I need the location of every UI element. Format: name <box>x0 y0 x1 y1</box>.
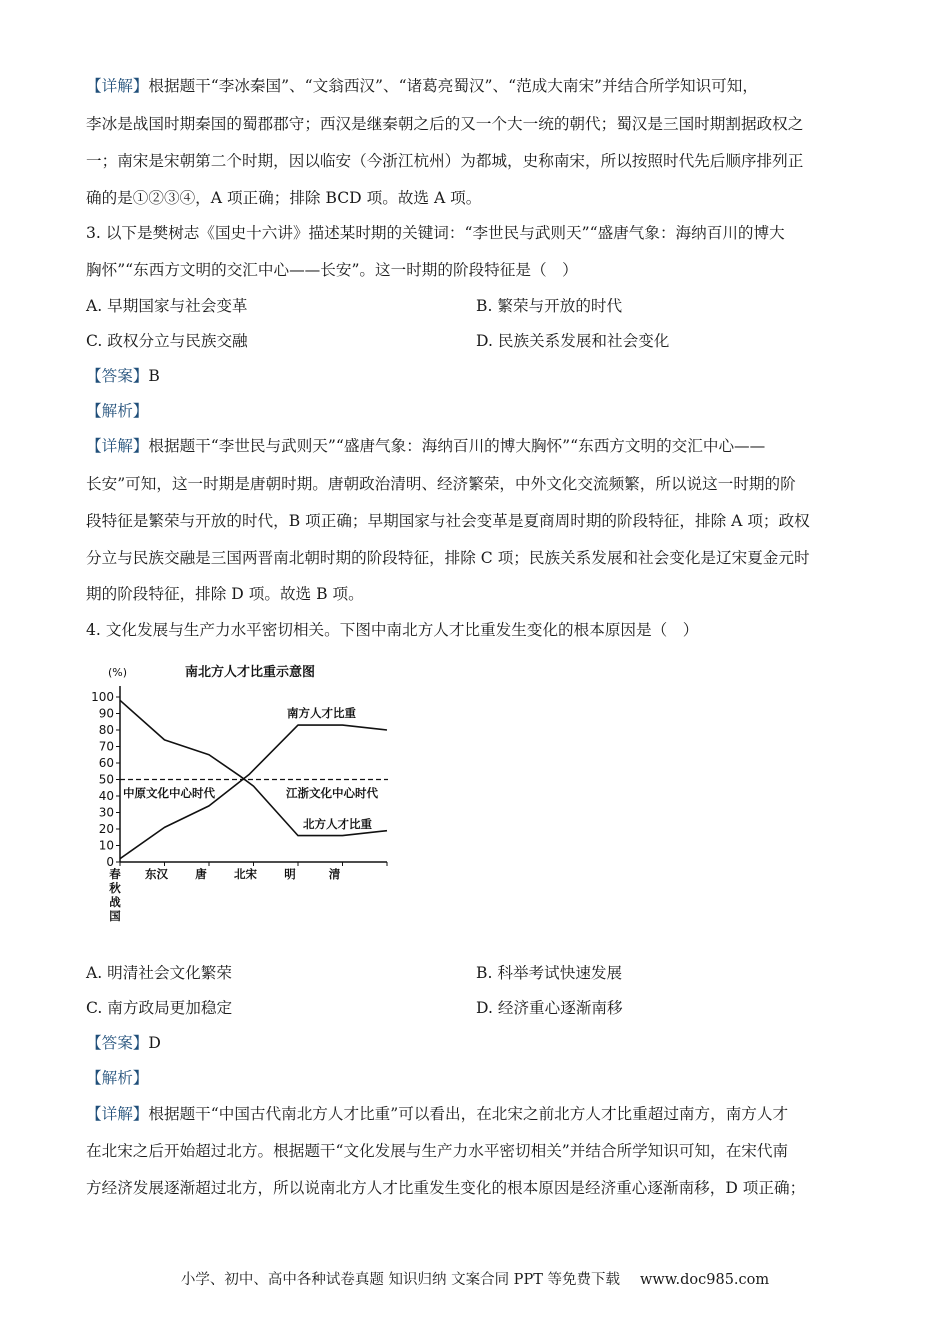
q3-answer-value: B <box>148 367 160 385</box>
q4-detail-line-3: 方经济发展逐渐超过北方，所以说南北方人才比重发生变化的根本原因是经济重心逐渐南移，D 项正确； <box>86 1179 806 1197</box>
q4-stem: 4. 文化发展与生产力水平密切相关。下图中南北方人才比重发生变化的根本原因是（ ） <box>86 621 699 639</box>
q3-option-a: A. 早期国家与社会变革 <box>86 297 248 315</box>
q4-option-b: B. 科举考试快速发展 <box>476 964 623 982</box>
q4-detail-label: 【详解】 <box>86 1105 149 1123</box>
q3-detail-line-3: 段特征是繁荣与开放的时代，B 项正确；早期国家与社会变革是夏商周时期的阶段特征，排除 A 项；政权 <box>86 512 810 530</box>
q3-answer-label: 【答案】 <box>86 367 149 385</box>
q3-detail-line-5: 期的阶段特征，排除 D 项。故选 B 项。 <box>86 585 364 603</box>
q2-detail-line-2: 李冰是战国时期秦国的蜀郡郡守；西汉是继秦朝之后的又一个大一统的朝代；蜀汉是三国时期割据政权之 <box>86 115 804 133</box>
y-tick-label-90: 90 <box>98 706 114 721</box>
talent-ratio-chart <box>90 656 410 931</box>
y-tick-label-0: 0 <box>106 855 114 869</box>
x-tick-label-4: 明 <box>284 867 296 881</box>
q4-detail-line-2: 在北宋之后开始超过北方。根据题干“文化发展与生产力水平密切相关”并结合所学知识可知，在宋代南 <box>86 1142 789 1160</box>
y-tick-label-40: 40 <box>98 789 114 803</box>
y-tick-label-80: 80 <box>98 723 114 737</box>
q2-detail-line-1 <box>86 76 758 96</box>
q4-option-d: D. 经济重心逐渐南移 <box>476 999 623 1017</box>
q4-answer-value: D <box>148 1034 161 1052</box>
y-axis-unit-label: (%) <box>108 666 128 679</box>
x-tick-label-3: 北宋 <box>234 867 257 881</box>
x-tick-label-0: 春秋战国 <box>109 867 121 923</box>
q3-answer <box>86 366 160 386</box>
north-series-label: 北方人才比重 <box>303 817 372 831</box>
page-footer <box>0 1270 950 1290</box>
y-tick-label-70: 70 <box>98 739 114 754</box>
y-tick-label-100: 100 <box>91 690 114 704</box>
footer-url: www.doc985.com <box>639 1272 770 1288</box>
y-tick-label-60: 60 <box>98 756 114 770</box>
x-tick-label-1: 东汉 <box>145 867 168 881</box>
chart-title: 南北方人才比重示意图 <box>185 665 316 680</box>
q2-detail-line-3: 一；南宋是宋朝第二个时期，因以临安（今浙江杭州）为都城，史称南宋，所以按照时代先后顺序排列正 <box>86 152 804 170</box>
q3-stem-line-2: 胸怀”“东西方文明的交汇中心——长安”。这一时期的阶段特征是（ ） <box>86 261 578 279</box>
q3-option-b: B. 繁荣与开放的时代 <box>476 297 623 315</box>
q3-option-c: C. 政权分立与民族交融 <box>86 332 248 350</box>
q3-detail-label: 【详解】 <box>86 437 149 455</box>
north-talent-line <box>120 700 387 835</box>
q4-detail-text: 根据题干“中国古代南北方人才比重”可以看出，在北宋之前北方人才比重超过南方，南方人才 <box>148 1105 789 1123</box>
y-tick-label-50: 50 <box>98 772 114 787</box>
q2-detail-line-4: 确的是①②③④，A 项正确；排除 BCD 项。故选 A 项。 <box>86 189 482 207</box>
y-tick-label-10: 10 <box>98 838 114 853</box>
annotation-jiangzhe-era: 江浙文化中心时代 <box>286 786 378 800</box>
q3-detail-line-4: 分立与民族交融是三国两晋南北朝时期的阶段特征，排除 C 项；民族关系发展和社会变化是辽宋夏金元时 <box>86 549 810 567</box>
q3-detail-line-1 <box>86 436 765 456</box>
q4-detail-line-1 <box>86 1104 788 1124</box>
y-tick-label-20: 20 <box>98 822 114 836</box>
q2-detail-label: 【详解】 <box>86 77 149 95</box>
y-tick-label-30: 30 <box>98 805 114 820</box>
south-series-label: 南方人才比重 <box>287 706 356 720</box>
q3-stem-line-1: 3. 以下是樊树志《国史十六讲》描述某时期的关键词：“李世民与武则天”“盛唐气象：海纳百川的博大 <box>86 224 785 242</box>
q3-analysis-label: 【解析】 <box>86 402 149 420</box>
q4-option-c: C. 南方政局更加稳定 <box>86 999 233 1017</box>
q4-analysis-label: 【解析】 <box>86 1069 149 1087</box>
x-tick-label-2: 唐 <box>195 867 207 881</box>
q4-answer <box>86 1033 161 1053</box>
q2-detail-text: 根据题干“李冰秦国”、“文翁西汉”、“诸葛亮蜀汉”、“范成大南宋”并结合所学知识可知， <box>148 77 758 95</box>
x-tick-label-5: 清 <box>328 867 341 881</box>
q3-detail-text: 根据题干“李世民与武则天”“盛唐气象：海纳百川的博大胸怀”“东西方文明的交汇中心—— <box>148 437 766 455</box>
y-ticks <box>91 690 120 869</box>
q3-detail-line-2: 长安”可知，这一时期是唐朝时期。唐朝政治清明、经济繁荣，中外文化交流频繁，所以说这一时期的阶 <box>86 475 796 493</box>
x-ticks <box>108 862 387 923</box>
q3-option-d: D. 民族关系发展和社会变化 <box>476 332 670 350</box>
footer-text: 小学、初中、高中各种试卷真题 知识归纳 文案合同 PPT 等免费下载 <box>180 1272 620 1288</box>
annotation-central-plains-era: 中原文化中心时代 <box>123 786 215 800</box>
q4-option-a: A. 明清社会文化繁荣 <box>86 964 232 982</box>
q4-answer-label: 【答案】 <box>86 1034 149 1052</box>
